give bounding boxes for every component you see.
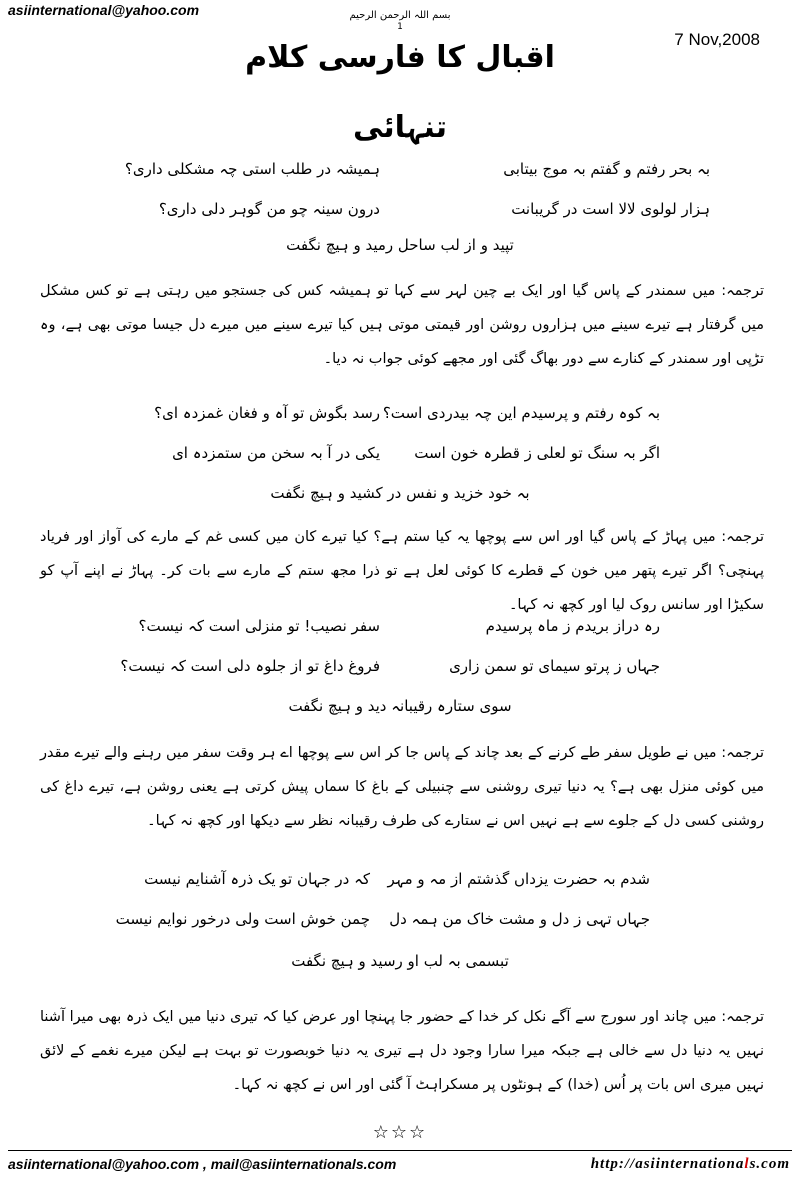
verse-line: یکی در آ بہ سخن من ستمزدہ ای (172, 444, 380, 462)
verse-line: سفر نصیب! تو منزلی است کہ نیست؟ (138, 617, 380, 635)
verse-line: رہ دراز بریدم ز ماہ پرسیدم (485, 617, 660, 635)
page-title: اقبال کا فارسی کلام (245, 40, 555, 75)
basmala: بسم اللہ الرحمن الرحیم (349, 10, 451, 21)
verse-line: رسد بگوش تو آہ و فغان غمزدہ ای؟ (154, 404, 380, 422)
translation-paragraph: ترجمہ: میں چاند اور سورج سے آگے نکل کر خدا کے حضور جا پہنچا اور عرض کیا کہ تیری دنیا میں ایک ذرہ بھی میرا آشنا نہیں یہ دنیا دل سے خالی ہے جبکہ میرا سارا وجود دل ہے تیری یہ دنیا خوبصورت تو بہت ہے لیکن میرے نغمے کے لائق نہیں میری اس بات پر اُس (خدا) کے ہونٹوں پر مسکراہٹ آ گئی اور اس نے کچھ نہ کہا۔ (40, 1009, 764, 1093)
verse-line: فروغ داغ تو از جلوہ دلی است کہ نیست؟ (120, 657, 380, 675)
verse-line: اگر بہ سنگ تو لعلی ز قطرہ خون است (414, 444, 660, 462)
verse-line: بہ بحر رفتم و گفتم بہ موج بیتابی (503, 160, 710, 178)
stanza-closing: تبسمی بہ لب او رسید و ہیچ نگفت (291, 952, 509, 970)
footer-emails[interactable]: asiinternational@yahoo.com , mail@asiinternationals.com (8, 1156, 397, 1172)
stanza-closing: سوی ستارہ رقیبانہ دید و ہیچ نگفت (288, 697, 512, 715)
translation-paragraph: ترجمہ: میں نے طویل سفر طے کرنے کے بعد چاند کے پاس جا کر اس سے پوچھا اے ہر وقت سفر میں رہنے والے تیرے مقدر میں کوئی منزل بھی ہے؟ یہ دنیا تیری روشنی سے چنبیلی کے باغ کا سماں پیش کرتی ہے یعنی روشن ہے، تیرے داغ کی روشنی کسی دل کے جلوے سے ہے نہیں اس نے ستارے کی طرف رقیبانہ نظر سے دیکھا اور کچھ نہ کہا۔ (40, 745, 764, 829)
verse-line: کہ در جہان تو یک ذرہ آشنایم نیست (144, 870, 370, 888)
page-number: 1 (397, 22, 403, 32)
separator-stars: ☆☆☆ (372, 1122, 428, 1143)
stanza-closing: بہ خود خزید و نفس در کشید و ہیچ نگفت (270, 484, 530, 502)
footer-url-suffix: s.com (749, 1156, 790, 1172)
stanza-closing: تپید و از لب ساحل رمید و ہیچ نگفت (286, 236, 514, 254)
verse-line: شدم بہ حضرت یزداں گذشتم از مہ و مہر (387, 870, 650, 888)
footer-divider (8, 1150, 792, 1151)
verse-line: ہزار لولوی لالا است در گریبانت (511, 200, 710, 218)
translation-paragraph: ترجمہ: میں پہاڑ کے پاس گیا اور اس سے پوچھا یہ کیا ستم ہے؟ کیا تیرے کان میں کسی غم کے مارے کی آواز اور فریاد پہنچی؟ اگر تیرے پتھر میں خون کے قطرے کا کوئی لعل ہے تو ذرا مجھ ستم کے مارے سے بات کر۔ پہاڑ نے اپنے آپ کو سکیڑا اور سانس روک لیا اور کچھ نہ کہا۔ (40, 529, 764, 613)
poem-title: تنہائی (353, 110, 447, 145)
verse-line: درون سینہ چو من گوہر دلی داری؟ (158, 200, 380, 218)
header-email[interactable]: asiinternational@yahoo.com (8, 2, 200, 18)
verse-line: ہمیشہ در طلب استی چہ مشکلی داری؟ (124, 160, 380, 178)
date: 7 Nov,2008 (674, 30, 760, 49)
verse-line: چمن خوش است ولی درخور نوایم نیست (115, 910, 370, 928)
footer-url-accent: l (744, 1156, 750, 1172)
verse-line: بہ کوہ رفتم و پرسیدم این چہ بیدردی است؟ (382, 404, 660, 422)
verse-line: جہاں تہی ز دل و مشت خاک من ہمہ دل (389, 910, 650, 928)
translation-paragraph: ترجمہ: میں سمندر کے پاس گیا اور ایک بے چین لہر سے کہا تو ہمیشہ کس کی جستجو میں رہتی ہے تو کس مشکل میں گرفتار ہے تیرے سینے میں ہزاروں روشن اور قیمتی موتی ہیں کیا تیرے سینے میں میرے دل جیسا موتی بھی ہے، وہ تڑپی اور سمندر کے کنارے سے دور بھاگ گئی اور مجھے کوئی جواب نہ دیا۔ (40, 283, 764, 367)
footer-url-prefix: http://asiinternationa (590, 1156, 745, 1172)
footer-url[interactable] (591, 1156, 790, 1173)
verse-line: جہاں ز پرتو سیمای تو سمن زاری (449, 657, 660, 675)
